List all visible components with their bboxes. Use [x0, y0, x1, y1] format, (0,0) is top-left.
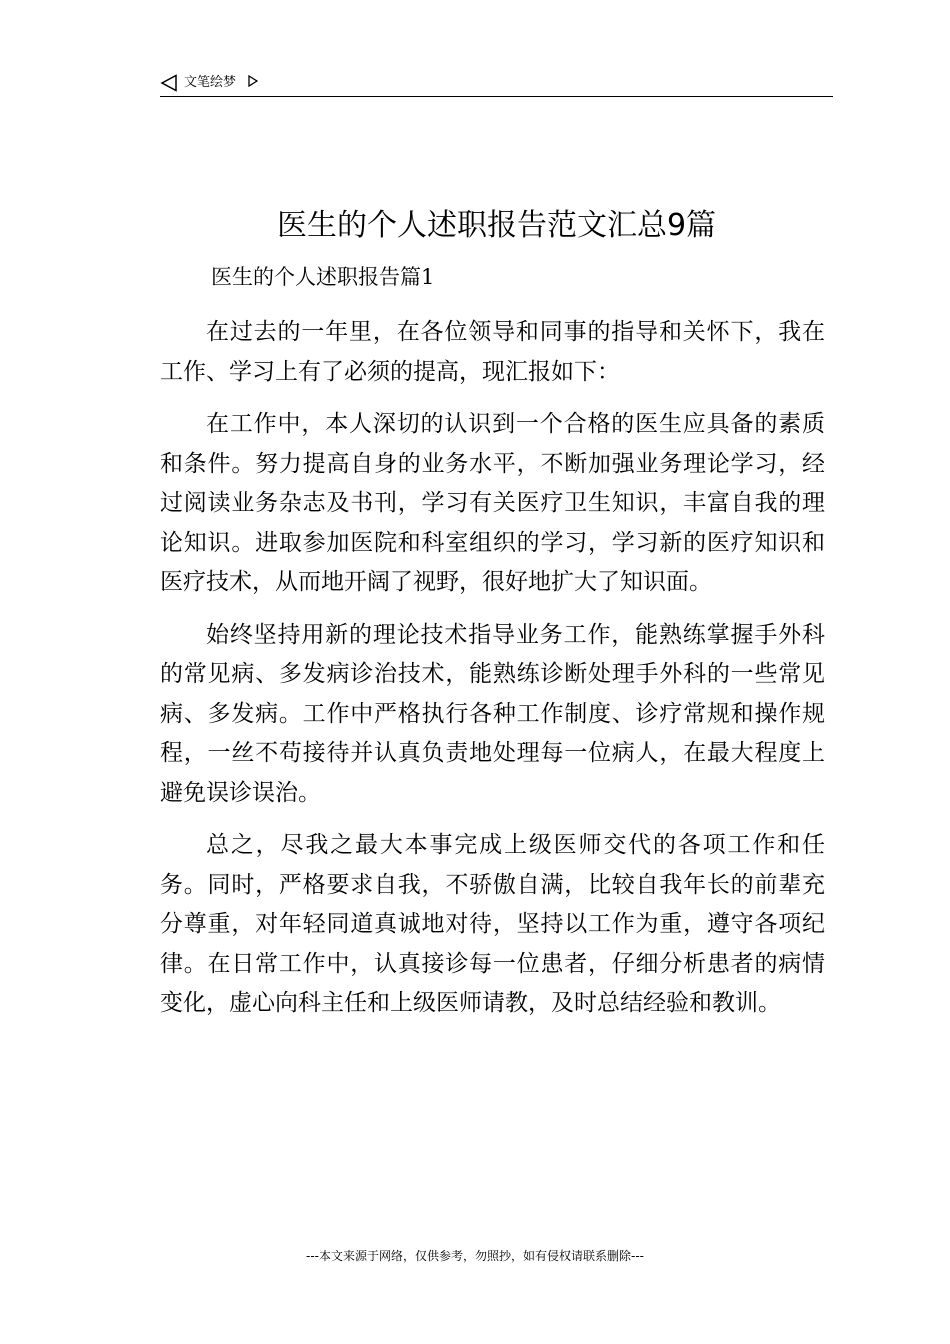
page-header — [160, 72, 833, 97]
header-brand: 文笔绘梦 — [184, 75, 237, 90]
document-subtitle: 医生的个人述职报告篇1 — [211, 265, 435, 289]
triangle-left-outline-icon — [160, 74, 178, 92]
paragraph: 始终坚持用新的理论技术指导业务工作，能熟练掌握手外科的常见病、多发病诊治技术，能熟练诊断处理手外科的一些常见病、多发病。工作中严格执行各种工作制度、诊疗常规和操作规程，一丝不苟接待并认真负责地处理每一位病人，在最大程度上避免误诊误治。 — [160, 621, 825, 806]
document-body — [160, 313, 825, 1037]
document-title: 医生的个人述职报告范文汇总9篇 — [276, 208, 717, 243]
paragraph: 总之，尽我之最大本事完成上级医师交代的各项工作和任务。同时，严格要求自我，不骄傲自满，比较自我年长的前辈充分尊重，对年轻同道真诚地对待，坚持以工作为重，遵守各项纪律。在日常工作中，认真接诊每一位患者，仔细分析患者的病情变化，虚心向科主任和上级医师请教，及时总结经验和教训。 — [160, 832, 825, 1016]
paragraph: 在过去的一年里，在各位领导和同事的指导和关怀下，我在工作、学习上有了必须的提高，现汇报如下： — [160, 319, 825, 385]
paragraph: 在工作中，本人深切的认识到一个合格的医生应具备的素质和条件。努力提高自身的业务水平，不断加强业务理论学习，经过阅读业务杂志及书刊，学习有关医疗卫生知识，丰富自我的理论知识。进取参加医院和科室组织的学习，学习新的医疗知识和医疗技术，从而地开阔了视野，很好地扩大了知识面。 — [160, 411, 825, 595]
triangle-right-outline-icon — [248, 75, 258, 87]
page-footer-note: ---本文来源于网络，仅供参考，勿照抄，如有侵权请联系删除--- — [306, 1249, 644, 1263]
